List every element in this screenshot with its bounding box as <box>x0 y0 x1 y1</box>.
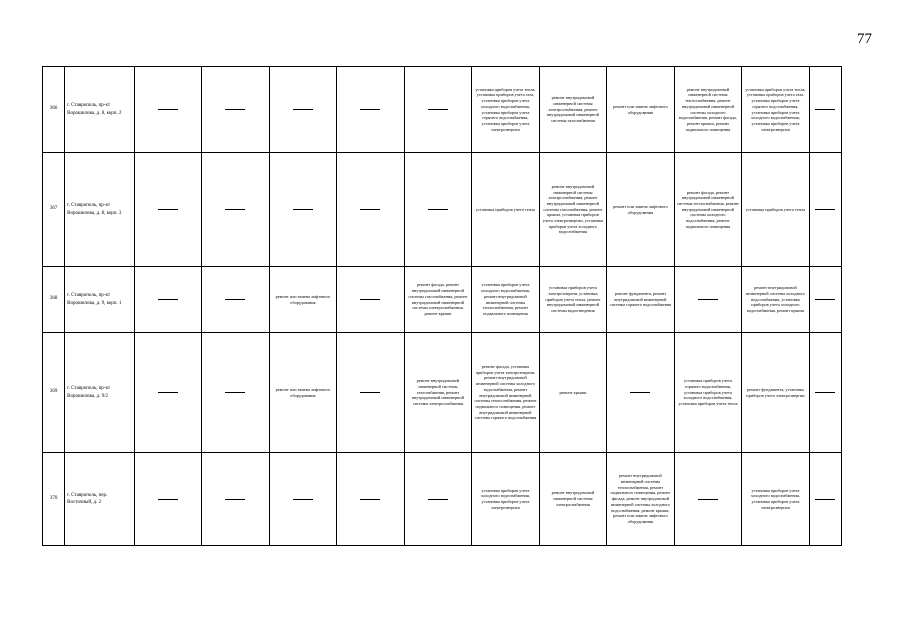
work-cell: ремонт внутридомовой инженерной системы газоснабжения, ремонт внутридомовой инженерной системы электроснабжения <box>404 333 472 453</box>
empty-cell <box>269 67 337 153</box>
dash-mark <box>360 109 380 110</box>
row-number: 367 <box>43 153 65 267</box>
dash-mark <box>360 299 380 300</box>
dash-mark <box>428 499 448 500</box>
work-cell: установка приборов учета холодного водоснабжения, ремонт внутридомовой инженерной системы теплоснабжения, ремонт подвального помещения <box>472 267 540 333</box>
row-number: 368 <box>43 267 65 333</box>
empty-cell <box>404 153 472 267</box>
dash-mark <box>293 209 313 210</box>
empty-cell <box>809 67 841 153</box>
empty-cell <box>337 67 405 153</box>
work-cell: установка приборов учета тепла <box>742 153 810 267</box>
dash-mark <box>815 209 835 210</box>
dash-mark <box>815 299 835 300</box>
empty-cell <box>202 453 270 546</box>
table-row <box>43 333 842 453</box>
dash-mark <box>225 209 245 210</box>
empty-cell <box>202 267 270 333</box>
dash-mark <box>815 109 835 110</box>
dash-mark <box>158 109 178 110</box>
row-number: 366 <box>43 67 65 153</box>
address-cell: г. Ставрополь, пр-кт Ворошилова, д. 9/2 <box>65 333 135 453</box>
dash-mark <box>225 299 245 300</box>
empty-cell <box>134 267 202 333</box>
work-cell: установка приборов учета электроэнергии, установка приборов учета тепла, ремонт внутридомовой инженерной системы водоотведения <box>539 267 607 333</box>
work-cell: ремонт фундамента, установка приборов учета электроэнергии <box>742 333 810 453</box>
empty-cell <box>134 153 202 267</box>
empty-cell <box>809 333 841 453</box>
table-row <box>43 267 842 333</box>
empty-cell <box>269 153 337 267</box>
empty-cell <box>674 267 742 333</box>
address-cell: г. Ставрополь, пр-кт Ворошилова, д. 9, корп. 1 <box>65 267 135 333</box>
dash-mark <box>360 209 380 210</box>
dash-mark <box>815 499 835 500</box>
empty-cell <box>809 267 841 333</box>
dash-mark <box>158 392 178 393</box>
address-cell: г. Ставрополь, пр-кт Ворошилова, д. 8, корп. 2 <box>65 67 135 153</box>
work-cell: установка приборов учета холодного водоснабжения, установка приборов учета электроэнергии <box>742 453 810 546</box>
dash-mark <box>158 299 178 300</box>
work-cell: установка приборов учета тепла, установка приборов учета газа, установка приборов учета горячего водоснабжения, установка приборов учета холодного водоснабжения, установка приборов учета электроэнергии <box>742 67 810 153</box>
work-cell: установка приборов учета холодного водоснабжения, установка приборов учета электроэнергии <box>472 453 540 546</box>
dash-mark <box>815 392 835 393</box>
capital-repair-table <box>42 66 842 546</box>
empty-cell <box>674 453 742 546</box>
work-cell: ремонт или замена лифтового оборудования <box>269 267 337 333</box>
dash-mark <box>360 499 380 500</box>
row-number: 370 <box>43 453 65 546</box>
page-number: 77 <box>857 31 872 47</box>
empty-cell <box>134 453 202 546</box>
empty-cell <box>202 67 270 153</box>
dash-mark <box>630 392 650 393</box>
work-cell: установка приборов учета горячего водоснабжения, установка приборов учета холодного водоснабжения, установка приборов учета тепла <box>674 333 742 453</box>
dash-mark <box>225 499 245 500</box>
dash-mark <box>158 209 178 210</box>
work-cell: ремонт внутридомовой инженерной системы холодного водоснабжения, установка приборов учета холодного водоснабжения, ремонт крыши <box>742 267 810 333</box>
empty-cell <box>404 67 472 153</box>
row-number: 369 <box>43 333 65 453</box>
empty-cell <box>337 153 405 267</box>
empty-cell <box>134 333 202 453</box>
work-cell: ремонт фасада, ремонт внутридомовой инженерной системы газоснабжения, ремонт внутридомовой инженерной системы электроснабжения, ремонт крыши <box>404 267 472 333</box>
empty-cell <box>269 453 337 546</box>
work-cell: ремонт или замена лифтового оборудования <box>607 153 675 267</box>
work-cell: установка приборов учета тепла <box>472 153 540 267</box>
work-cell: ремонт фасада, установка приборов учета электроэнергии, ремонт внутридомовой инженерной системы холодного водоснабжения, ремонт внутридомовой инженерной системы теплоснабжения, ремонт подвального помещения, ремонт внутридомовой инженерной системы горячего водоснабжения <box>472 333 540 453</box>
empty-cell <box>337 453 405 546</box>
dash-mark <box>158 499 178 500</box>
empty-cell <box>404 453 472 546</box>
work-cell: ремонт внутридомовой инженерной системы электроснабжения, ремонт внутридомовой инженерной системы газоснабжения <box>539 67 607 153</box>
work-cell: ремонт или замена лифтового оборудования <box>607 67 675 153</box>
work-cell: ремонт или замена лифтового оборудования <box>269 333 337 453</box>
work-cell: ремонт внутридомовой инженерной системы электроснабжения, ремонт внутридомовой инженерной системы газоснабжения, ремонт крыши, установка приборов учета электроэнергии, установка приборов учета холодного водоснабжения <box>539 153 607 267</box>
work-cell: ремонт фасада, ремонт внутридомовой инженерной системы теплоснабжения, ремонт внутридомовой инженерной системы холодного водоснабжения, ремонт подвального помещения <box>674 153 742 267</box>
table-row <box>43 153 842 267</box>
empty-cell <box>809 153 841 267</box>
dash-mark <box>360 392 380 393</box>
empty-cell <box>607 333 675 453</box>
dash-mark <box>225 109 245 110</box>
address-cell: г. Ставрополь, пр-кт Ворошилова, д. 8, корп. 3 <box>65 153 135 267</box>
work-cell: ремонт крыши <box>539 333 607 453</box>
table-row <box>43 453 842 546</box>
empty-cell <box>337 267 405 333</box>
address-cell: г. Ставрополь, пер. Восточный, д. 2 <box>65 453 135 546</box>
empty-cell <box>202 153 270 267</box>
empty-cell <box>202 333 270 453</box>
empty-cell <box>337 333 405 453</box>
work-cell: ремонт фундамента, ремонт внутридомовой инженерной системы горячего водоснабжения <box>607 267 675 333</box>
work-cell: ремонт внутридомовой инженерной системы теплоснабжения, ремонт внутридомовой инженерной системы холодного водоснабжения, ремонт фасада, ремонт крыши, ремонт подвального помещения <box>674 67 742 153</box>
dash-mark <box>428 109 448 110</box>
work-cell: ремонт внутридомовой инженерной системы теплоснабжения, ремонт подвального помещения, ремонт фасада, ремонт внутридомовой инженерной системы холодного водоснабжения, ремонт крыши, ремонт или замена лифтового оборудования <box>607 453 675 546</box>
dash-mark <box>428 209 448 210</box>
dash-mark <box>698 299 718 300</box>
empty-cell <box>809 453 841 546</box>
dash-mark <box>698 499 718 500</box>
work-cell: ремонт внутридомовой инженерной системы электроснабжения <box>539 453 607 546</box>
dash-mark <box>293 499 313 500</box>
work-cell: установка приборов учета тепла, установка приборов учета газа, установка приборов учета холодного водоснабжения, установка приборов учета горячего водоснабжения, установка приборов учета электроэнергии <box>472 67 540 153</box>
dash-mark <box>225 392 245 393</box>
table-row <box>43 67 842 153</box>
dash-mark <box>293 109 313 110</box>
empty-cell <box>134 67 202 153</box>
